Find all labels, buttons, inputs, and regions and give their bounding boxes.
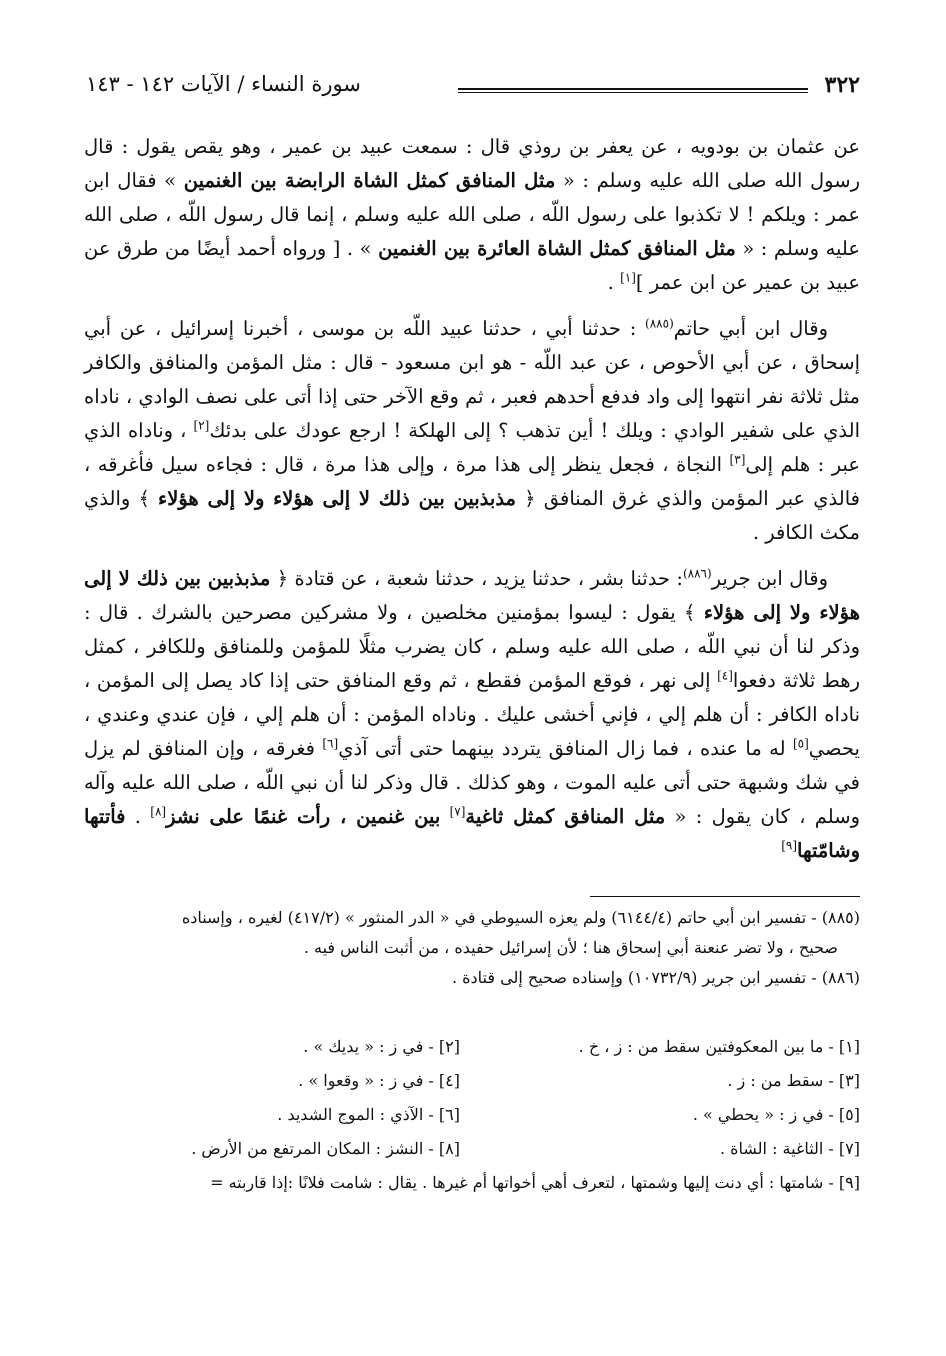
note-ref: [٥]	[792, 736, 809, 751]
note-7: [٧] - الثاغية : الشاة .	[719, 1139, 860, 1158]
note-ref: [٦]	[322, 736, 339, 751]
note-3: [٣] - سقط من : ز .	[727, 1071, 860, 1090]
note-8: [٨] - النشز : المكان المرتفع من الأرض .	[191, 1139, 460, 1158]
note-ref: [٨]	[150, 804, 167, 819]
page-header	[86, 72, 860, 106]
note-ref: [٢]	[193, 418, 210, 433]
hadith-quote: فأتتها وشامّتها	[84, 805, 860, 862]
quran-verse: مذبذبين بين ذلك لا إلى هؤلاء ولا إلى هؤلاء	[84, 567, 860, 624]
note-9: [٩] - شامتها : أي دنت إليها وشمتها ، لتعرف أهي أخواتها أم غيرها . يقال : شامت فلانًا :إذا قاربته =	[210, 1173, 860, 1192]
page-number: ٣٢٢	[824, 72, 860, 98]
note-ref: [٧]	[449, 804, 466, 819]
paragraph-2: وقال ابن أبي حاتم$^{(٨٨٥)}$ : حدثنا أبي ، حدثنا عبيد اللّه بن موسى ، أخبرنا إسرائيل ، عن أبي إسحاق ، عن أبي الأحوص ، عن عبد اللّه - هو ابن مسعود - قال : مثل المؤمن والمنافق والكافر مثل ثلاثة نفر انتهوا إلى واد فدفع أحدهم فعبر ، ثم وقع الآخر حتى إذا أتى على نصف الوادي ، ناداه الذي على شفير الوادي : ويلك ! أين تذهب ؟ إلى الهلكة ! ارجع عودك على بدئك[٢] ، وناداه الذي عبر : هلم إلى[٣] النجاة ، فجعل ينظر إلى هذا مرة ، وإلى هذا مرة ، قال : فجاءه سيل فأغرقه ، فالذي عبر المؤمن والذي غرق المنافق ﴿ مذبذبين بين ذلك لا إلى هؤلاء ولا إلى هؤلاء ﴾ والذي مكث الكافر .	[84, 316, 860, 544]
source-footnotes	[96, 903, 860, 993]
paragraph-1: عن عثمان بن بودويه ، عن يعفر بن روذي قال : سمعت عبيد بن عمير ، وهو يقص يقول : قال رسول الله صلى الله عليه وسلم : « مثل المنافق كمثل الشاة الرابضة بين الغنمين » فقال ابن عمر : ويلكم ! لا تكذبوا على رسول اللّه ، صلى الله عليه وسلم ، إنما قال رسول اللّه ، صلى الله عليه وسلم : « مثل المنافق كمثل الشاة العائرة بين الغنمين » . [ ورواه أحمد أيضًا من طرق عن عبيد بن عمير عن ابن عمر ][١] .	[84, 135, 860, 294]
note-ref: [٩]	[781, 838, 798, 853]
footnote-ref: (٨٨٥)	[645, 316, 674, 331]
footnote-ref: (٨٨٦)	[682, 566, 712, 581]
footnote-885: (٨٨٥) - تفسير ابن أبي حاتم (٦١٤٤/٤) ولم يعزه السيوطي في « الدر المنثور » (٤١٧/٢) لغيره ، وإسناده	[181, 908, 860, 927]
note-6: [٦] - الآذي : الموج الشديد .	[277, 1105, 460, 1124]
header-rule	[458, 88, 808, 93]
paragraph-3: وقال ابن جرير$^{(٨٨٦)}$: حدثنا بشر ، حدثنا يزيد ، حدثنا شعبة ، عن قتادة ﴿ مذبذبين بين ذلك لا إلى هؤلاء ولا إلى هؤلاء ﴾ يقول : ليسوا بمؤمنين مخلصين ، ولا مشركين مصرحين بالشرك . قال : وذكر لنا أن نبي اللّه ، صلى الله عليه وسلم ، كان يضرب مثلًا للمؤمن وللمنافق وللكافر ، كمثل رهط ثلاثة دفعوا[٤] إلى نهر ، فوقع المؤمن فقطع ، ثم وقع المنافق حتى إذا كاد يصل إلى المؤمن ، ناداه الكافر : أن هلم إلي ، فإني أخشى عليك . وناداه المؤمن : أن هلم إلي ، فإن عندي وعندي ، يحصي[٥] له ما عنده ، فما زال المنافق يتردد بينهما حتى أتى آذي[٦] فغرقه ، وإن المنافق لم يزل في شك وشبهة حتى أتى عليه الموت ، وهو كذلك . قال وذكر لنا أن نبي اللّه ، صلى الله عليه وآله وسلم ، كان يقول : « مثل المنافق كمثل ثاغية[٧] بين غنمين ، رأت غنمًا على نشز[٨] . فأتتها وشامّتها[٩]	[84, 566, 860, 862]
note-ref: [١]	[620, 270, 636, 285]
note-4: [٤] - في ز : « وقعوا » .	[298, 1071, 460, 1090]
hadith-quote: بين غنمين ، رأت غنمًا على نشز	[166, 805, 441, 828]
note-1: [١] - ما بين المعكوفتين سقط من : ز ، خ .	[578, 1037, 860, 1056]
note-5: [٥] - في ز : « يحطي » .	[692, 1105, 860, 1124]
main-text	[84, 130, 860, 880]
hadith-quote: مثل المنافق كمثل الشاة العائرة بين الغنمين	[378, 237, 736, 260]
quran-verse: مذبذبين بين ذلك لا إلى هؤلاء ولا إلى هؤلاء	[158, 487, 517, 510]
footnote-divider	[590, 896, 860, 897]
note-ref: [٣]	[729, 452, 746, 467]
footnote-886: (٨٨٦) - تفسير ابن جرير (١٠٧٣٢/٩) وإسناده صحيح إلى قتادة .	[452, 968, 860, 987]
note-ref: [٤]	[717, 668, 733, 683]
running-title: سورة النساء / الآيات ١٤٢ - ١٤٣	[86, 72, 361, 96]
hadith-quote: مثل المنافق كمثل ثاغية	[465, 805, 666, 828]
hadith-quote: مثل المنافق كمثل الشاة الرابضة بين الغنمين	[183, 169, 556, 192]
footnote-885-continued: صحيح ، ولا تضر عنعنة أبي إسحاق هنا ؛ لأن إسرائيل حفيده ، من أثبت الناس فيه .	[303, 938, 838, 957]
editorial-notes	[80, 1030, 860, 1200]
note-2: [٢] - في ز : « يديك » .	[303, 1037, 460, 1056]
